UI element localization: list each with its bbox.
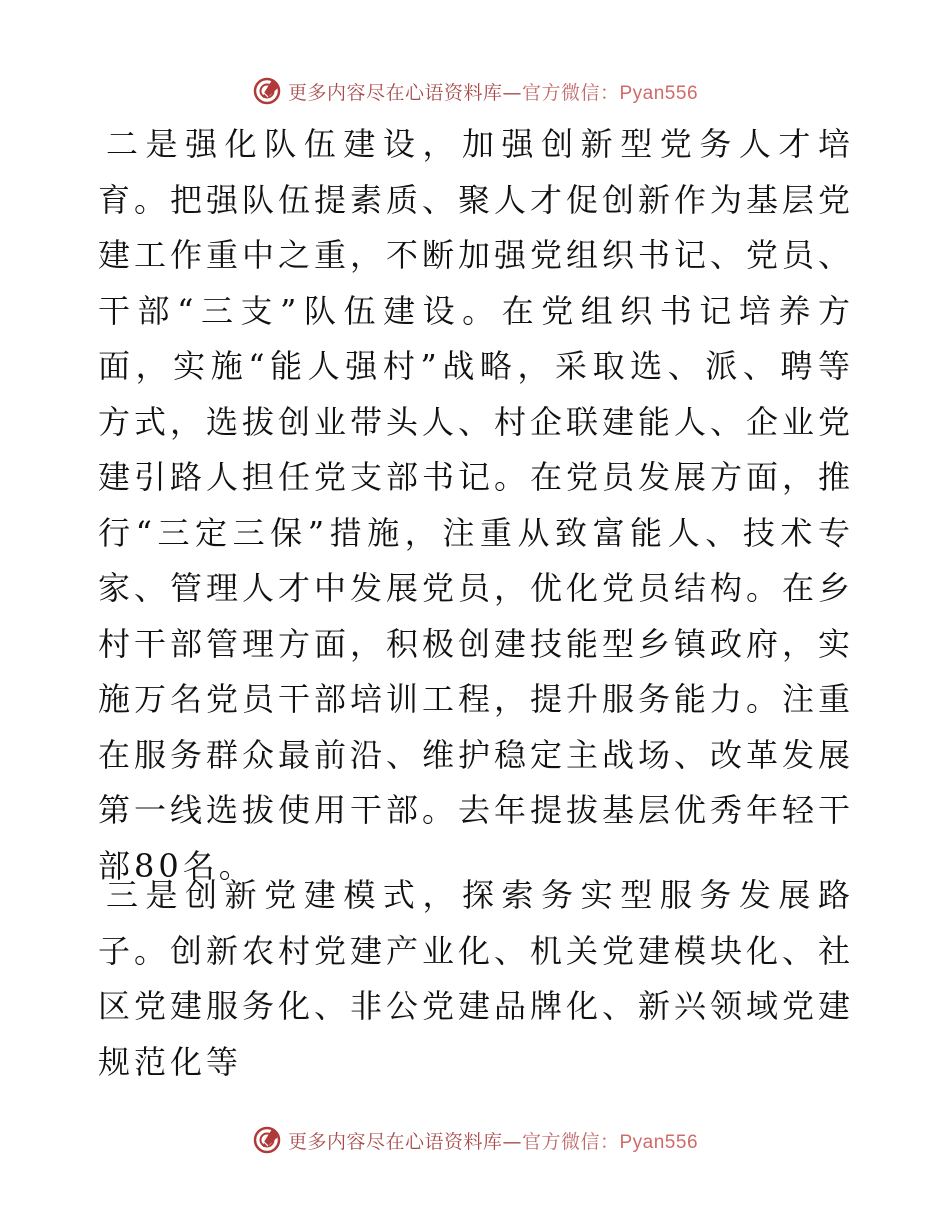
pen-logo-icon (252, 1125, 282, 1155)
watermark-brand: 更多内容尽在心语资料库 (287, 1130, 503, 1153)
header-watermark (0, 73, 950, 109)
watermark-contact-id: Pyan556 (619, 1131, 699, 1153)
watermark-separator: — (502, 1130, 522, 1153)
watermark-contact-label: 官方微信： (521, 1130, 620, 1153)
body-paragraph-1: 二是强化队伍建设，加强创新型党务人才培育。把强队伍提素质、聚人才促创新作为基层党建工作重中之重，不断加强党组织书记、党员、干部“三支”队伍建设。在党组织书记培养方面，实施“能人强村”战略，采取选、派、聘等方式，选拔创业带头人、村企联建能人、企业党建引路人担任党支部书记。在党员发展方面，推行“三定三保”措施，注重从致富能人、技术专家、管理人才中发展党员，优化党员结构。在乡村干部管理方面，积极创建技能型乡镇政府，实施万名党员干部培训工程，提升服务能力。注重在服务群众最前沿、维护稳定主战场、改革发展第一线选拔使用干部。去年提拔基层优秀年轻干部80名。 (98, 125, 855, 885)
watermark-separator: — (502, 81, 522, 104)
body-paragraph-2: 三是创新党建模式，探索务实型服务发展路子。创新农村党建产业化、机关党建模块化、社区党建服务化、非公党建品牌化、新兴领域党建规范化等 (98, 876, 855, 1081)
watermark-contact-id: Pyan556 (619, 82, 699, 104)
pen-logo-icon (252, 76, 282, 106)
footer-watermark (0, 1122, 950, 1158)
watermark-text (288, 78, 698, 105)
watermark-text (288, 1127, 698, 1154)
watermark-brand: 更多内容尽在心语资料库 (287, 81, 503, 104)
watermark-contact-label: 官方微信： (521, 81, 620, 104)
